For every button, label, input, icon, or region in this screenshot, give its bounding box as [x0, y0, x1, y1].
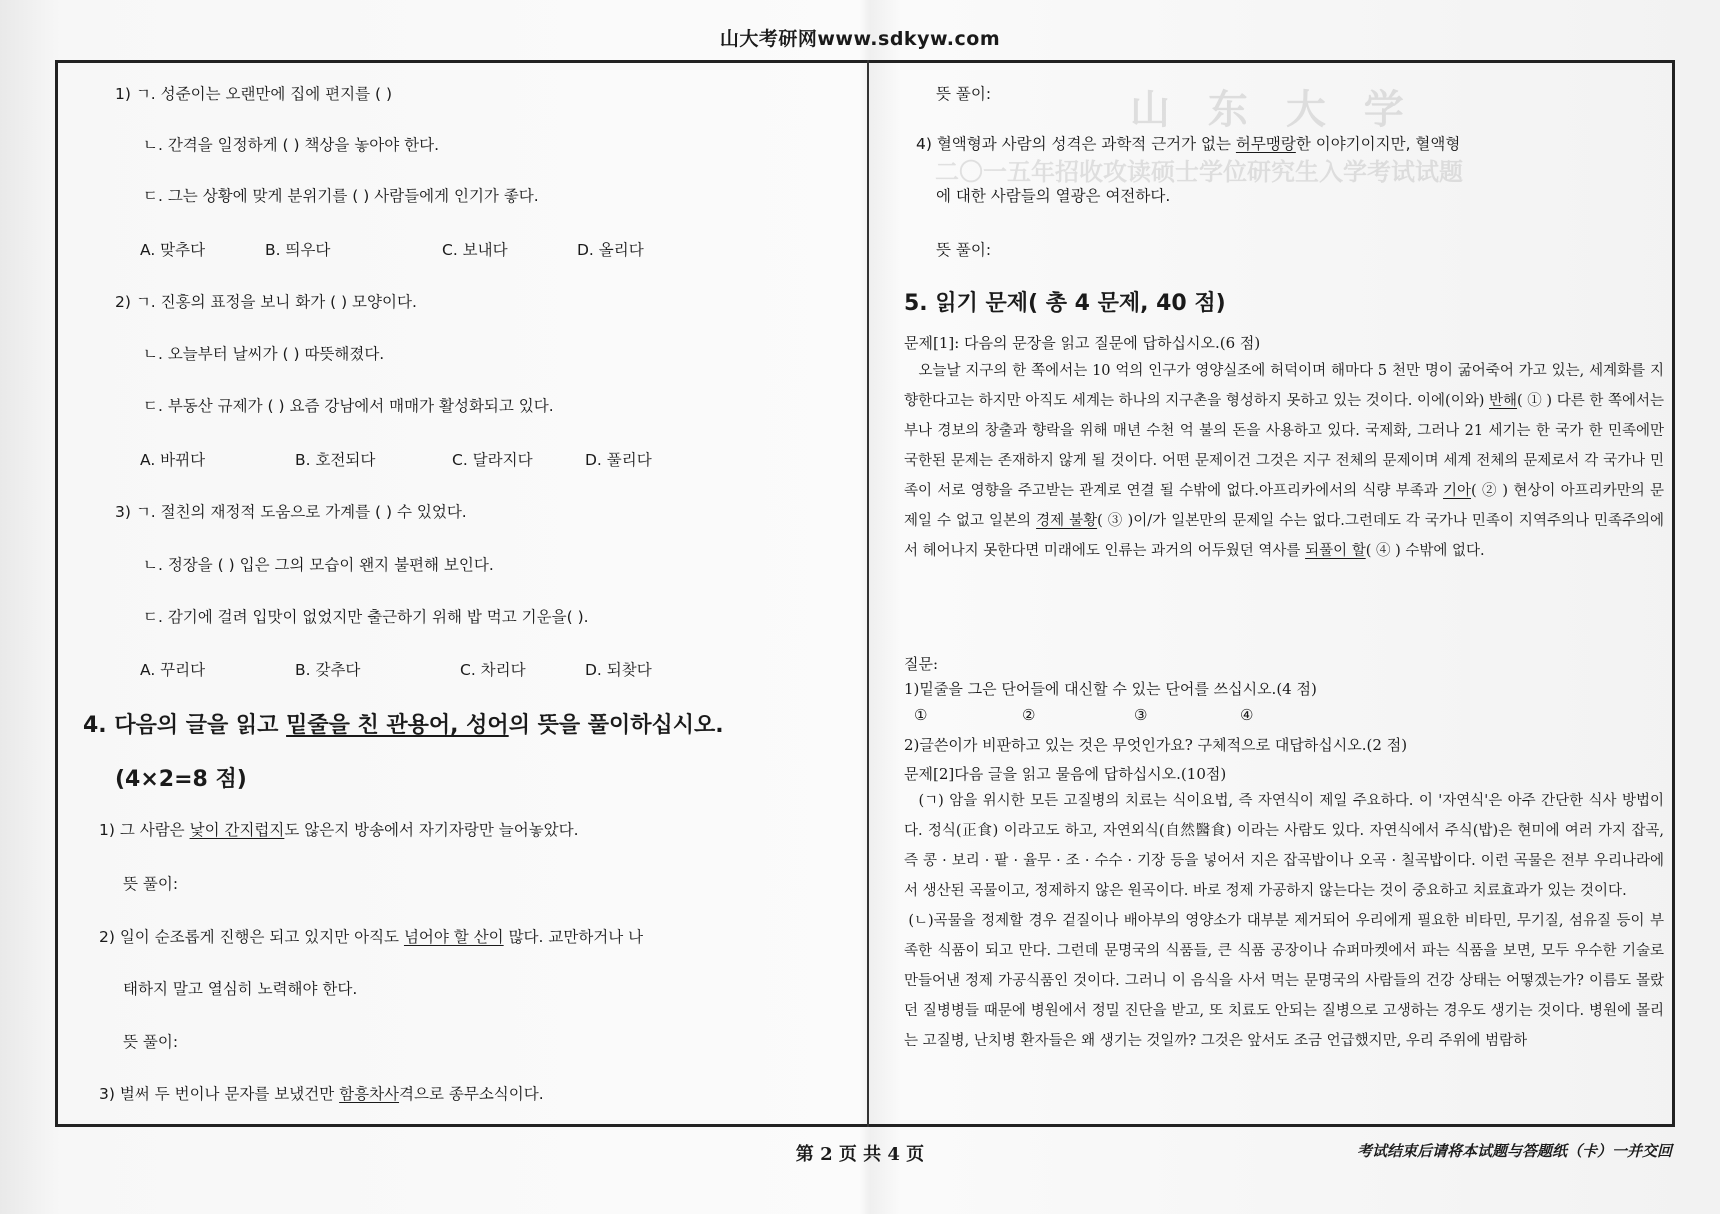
q3-1-line-c: ㄷ. 그는 상황에 맞게 분위기를 ( ) 사람들에게 인기가 좋다.	[143, 187, 539, 205]
q4-4-answer-label: 뜻 풀이:	[936, 241, 992, 259]
q4-3-post: 격으로 종무소식이다.	[399, 1085, 544, 1103]
passage-1-part-2: ( ① ) 다른 한 쪽에서는 부나 경보의 창출과 향락을 위해 매년 수천 억 불의 돈을 사용하고 있다. 국제화, 그러나 21 세기는 한 국가 한 민족에만 국한된 문제는 존재하지 않게 될 것이다. 어떤 문제이건 그것은 지구 전체의 문제이며 세계 전체의 문제로서 각 국가나 민족이 서로 영향을 주고받는 관계로 연결 될 수밖에 없다.아프리카에서의 식량 부족과	[904, 393, 1664, 499]
q4-2-pre: 2) 일이 순조롭게 진행은 되고 있지만 아직도	[99, 928, 404, 946]
site-header: 山大考研网www.sdkyw.com	[719, 28, 1001, 50]
q4-4-post: 한 이야기이지만, 혈액형	[1295, 135, 1461, 153]
section-5-title: 5. 읽기 문제( 총 4 문제, 40 점)	[904, 291, 1226, 316]
section-4-title-post: 의 뜻을 풀이하십시오.	[508, 713, 724, 738]
q4-4-text	[916, 132, 1460, 154]
question-2: 2)글쓴이가 비판하고 있는 것은 무엇인가요? 구체적으로 대답하십시오.(2 점)	[904, 736, 1408, 754]
q4-3-answer-label: 뜻 풀이:	[936, 85, 992, 103]
answer-mark-4: ④	[1240, 706, 1254, 724]
passage-2-paragraph-a: (ㄱ) 암을 위시한 모든 고질병의 치료는 식이요법, 즉 자연식이 제일 주요하다. 이 '자연식'은 아주 간단한 식사 방법이다. 정식(正食) 이라고도 하고, 자연외식(自然醫食) 이라는 사람도 있다. 자연식에서 주식(밥)은 현미에 여러 가지 잡곡, 즉 콩 · 보리 · 팥 · 율무 · 조 · 수수 · 기장 등을 넣어서 지은 잡곡밥이나 오곡 · 칠곡밥이다. 이런 곡물은 전부 우리나라에서 생산된 곡물이고, 정제하지 않은 원곡이다. 바로 정제 가공하지 않는다는 것이 중요하고 치료효과가 있는 것이다.	[904, 793, 1664, 899]
passage-1-underlined-2: 기아	[1443, 483, 1472, 499]
passage-1-underlined-1: 반해	[1489, 393, 1518, 409]
q3-3-option-b: B. 갖추다	[295, 661, 361, 679]
bleed-through-title: 山 东 大 学	[1130, 86, 1416, 133]
q4-4-continued: 에 대한 사람들의 열광은 여전하다.	[936, 187, 1171, 205]
q4-4-pre: 4) 혈액형과 사람의 성격은 과학적 근거가 없는	[916, 135, 1236, 153]
q4-2-post: 많다. 교만하거나 나	[503, 928, 644, 946]
q3-1-option-c: C. 보내다	[442, 241, 508, 259]
q4-1-text	[99, 818, 579, 840]
passage-1-part-4: ( ③ )이/가 일본만의 문제일 수는 없다.그런데도 각 국가나 민족이 지역주의나 민족주의에서 헤어나지 못한다면 미래에도 인류는 과거의 어두웠던 역사를	[904, 513, 1665, 559]
q4-4-underlined: 허무맹랑	[1235, 135, 1296, 153]
q3-3-line-c: ㄷ. 감기에 걸려 입맛이 없었지만 출근하기 위해 밥 먹고 기운을( ).	[143, 608, 589, 626]
q3-1-option-d: D. 올리다	[577, 241, 644, 259]
passage-2-title: 문제[2]다음 글을 읽고 물음에 답하십시오.(10점)	[904, 765, 1227, 783]
q3-1-option-b: B. 띄우다	[265, 241, 331, 259]
section-4-title-pre: 4. 다음의 글을 읽고	[83, 713, 287, 738]
q3-2-option-c: C. 달라지다	[452, 451, 533, 469]
q4-3-pre: 3) 벌써 두 번이나 문자를 보냈건만	[99, 1085, 340, 1103]
passage-1	[904, 356, 1664, 566]
q4-2-answer-label: 뜻 풀이:	[123, 1033, 179, 1051]
answer-mark-1: ①	[914, 706, 928, 724]
passage-1-title: 문제[1]: 다음의 문장을 읽고 질문에 답하십시오.(6 점)	[904, 334, 1261, 352]
passage-1-underlined-4: 되풀이 할	[1305, 543, 1366, 559]
q3-2-line-c: ㄷ. 부동산 규제가 ( ) 요즘 강남에서 매매가 활성화되고 있다.	[143, 397, 554, 415]
q3-1-option-a: A. 맞추다	[140, 241, 206, 259]
q3-2-option-b: B. 호전되다	[295, 451, 376, 469]
q3-2-line-b: ㄴ. 오늘부터 날씨가 ( ) 따뜻해졌다.	[143, 345, 385, 363]
question-1: 1)밑줄을 그은 단어들에 대신할 수 있는 단어를 쓰십시오.(4 점)	[904, 680, 1317, 698]
q4-3-underlined: 함흥차사	[339, 1085, 400, 1103]
page-number: 第 2 页 共 4 页	[795, 1144, 925, 1165]
q4-2-continued: 태하지 말고 열심히 노력해야 한다.	[123, 980, 358, 998]
questions-label: 질문:	[904, 655, 939, 673]
footer-note: 考试结束后请将本试题与答题纸（卡）一并交回	[1356, 1142, 1672, 1160]
passage-1-underlined-3: 경제 불황	[1036, 513, 1098, 529]
column-divider	[867, 60, 869, 1127]
q4-1-underlined: 낯이 간지럽지	[189, 821, 285, 839]
passage-1-part-3: ( ② ) 현상이 아프리카만의 문제일 수 없고 일본의	[904, 483, 1665, 529]
q3-2-line-a: 2) ㄱ. 진홍의 표정을 보니 화가 ( ) 모양이다.	[115, 293, 417, 311]
q3-3-option-a: A. 꾸리다	[140, 661, 206, 679]
passage-1-part-1: 오늘날 지구의 한 쪽에서는 10 억의 인구가 영양실조에 허덕이며 해마다 5 천만 명이 굶어죽어 가고 있는, 세계화를 지향한다고는 하지만 아직도 세계는 하나의 지구촌을 형성하지 못하고 있는 것이다. 이에(이와)	[904, 363, 1664, 409]
q3-2-option-a: A. 바뀌다	[140, 451, 206, 469]
bleed-through-subtitle: 二〇一五年招收攻读硕士学位研究生入学考试试题	[935, 157, 1463, 186]
q3-3-option-c: C. 차리다	[460, 661, 526, 679]
q3-3-option-d: D. 되찾다	[585, 661, 652, 679]
q3-3-line-a: 3) ㄱ. 절친의 재정적 도움으로 가계를 ( ) 수 있었다.	[115, 503, 467, 521]
q3-1-line-a: 1) ㄱ. 성준이는 오랜만에 집에 편지를 ( )	[115, 85, 393, 103]
answer-mark-2: ②	[1022, 706, 1036, 724]
answer-mark-3: ③	[1134, 706, 1148, 724]
passage-2	[904, 786, 1664, 1116]
section-4-title-underlined: 밑줄을 친 관용어, 성어	[286, 713, 509, 738]
q4-1-post: 도 않은지 방송에서 자기자랑만 늘어놓았다.	[284, 821, 579, 839]
passage-2-paragraph-b: (ㄴ)곡물을 정제할 경우 겉질이나 배아부의 영양소가 대부분 제거되어 우리에게 필요한 비타민, 무기질, 섬유질 등이 부족한 식품이 되고 만다. 그런데 문명국의 식품들, 큰 식품 공장이나 슈퍼마켓에서 파는 식품을 보면, 모두 우수한 기술로 만들어낸 정제 가공식품인 것이다. 그러니 이 음식을 사서 먹는 문명국의 사람들의 건강 상태는 어떻겠는가? 이름도 몰랐던 질병병들 때문에 병원에서 정밀 진단을 받고, 또 치료도 안되는 질병으로 고생하는 경우도 생기는 것이다. 병원에 몰리는 고질병, 난치병 환자들은 왜 생기는 것일까? 그것은 앞서도 조금 언급했지만, 우리 주위에 범람하	[904, 913, 1664, 1049]
passage-1-part-5: ( ④ ) 수밖에 없다.	[1365, 543, 1485, 559]
q3-3-line-b: ㄴ. 정장을 ( ) 입은 그의 모습이 왠지 불편해 보인다.	[143, 556, 494, 574]
q4-3-text	[99, 1082, 544, 1104]
q4-2-text	[99, 925, 643, 947]
q3-2-option-d: D. 풀리다	[585, 451, 652, 469]
q4-1-answer-label: 뜻 풀이:	[123, 875, 179, 893]
section-4-title	[83, 708, 724, 739]
q4-2-underlined: 넘어야 할 산이	[403, 928, 504, 946]
section-4-score: (4×2=8 점)	[115, 767, 247, 792]
q4-1-pre: 1) 그 사람은	[99, 821, 190, 839]
q3-1-line-b: ㄴ. 간격을 일정하게 ( ) 책상을 놓아야 한다.	[143, 136, 440, 154]
